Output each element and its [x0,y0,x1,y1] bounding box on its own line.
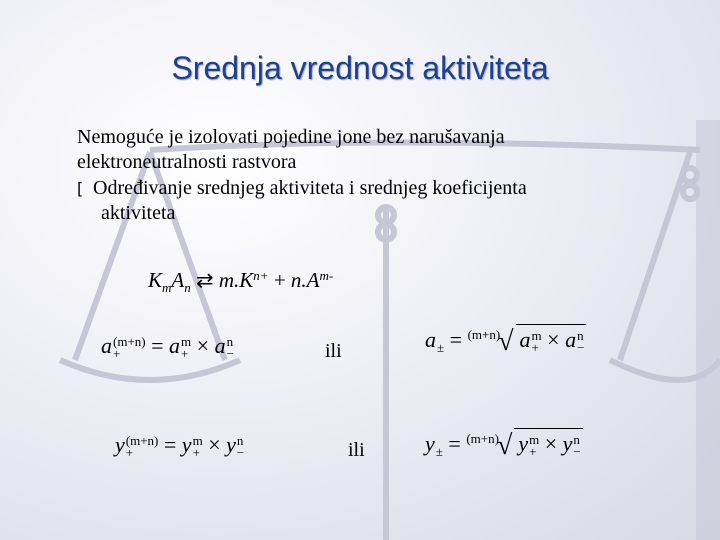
eq2-t1-sup: m [531,327,542,343]
reaction-k: K [148,268,163,292]
eq2-t2-sub: − [577,339,585,355]
eq2-root-index: (m+n) [467,327,501,342]
eq4-t2-sup: n [573,431,580,447]
activity-product-equation [101,333,234,360]
reaction-rhs2: n.A [290,268,320,292]
ili-label-1: ili [325,340,342,362]
intro-line-2: elektroneutralnosti rastvora [77,151,297,173]
eq3-times: × [208,432,221,457]
eq2-lhs-sub: ± [437,339,445,355]
eq2-t2-sup: n [577,327,584,343]
eq1-lhs-sup: (m+n) [113,333,146,349]
eq3-t1-sup: m [192,432,203,448]
eq4-t2-sub: − [573,443,581,459]
eq4-t2: y [562,431,573,456]
eq4-times: × [544,431,558,456]
slide-title: Srednja vrednost aktiviteta [171,50,549,86]
eq3-equals: = [163,432,177,457]
eq1-lhs: a [101,333,112,358]
eq4-t1-sub: + [529,443,537,459]
reaction-plus: + [273,268,286,292]
eq4-lhs-sub: ± [435,443,443,459]
equilibrium-arrow-icon: ⇄ [195,268,214,292]
eq4-t1: y [518,431,529,456]
eq3-t1-sub: + [192,444,200,460]
mean-coefficient-equation [425,430,583,462]
dissociation-reaction [148,268,333,296]
eq2-t1: a [519,327,531,352]
eq4-lhs: y [425,431,435,456]
reaction-rhs1: m.K [218,268,254,292]
reaction-a: A [171,268,185,292]
reaction-rhs1-sup: n+ [253,268,269,283]
eq4-t1-sup: m [529,431,540,447]
eq2-lhs: a [425,327,436,352]
eq3-t2-sup: n [236,432,244,448]
radical-icon: √ [496,430,513,461]
eq4-equals: = [448,431,461,456]
eq1-lhs-sub: + [113,345,121,361]
reaction-rhs2-sup: m- [319,268,334,283]
eq2-times: × [547,327,560,352]
eq1-t2: a [214,333,226,358]
intro-paragraph [77,125,637,175]
ili-label-2: ili [348,439,365,461]
eq3-t2-sub: − [236,444,245,460]
eq2-t1-sub: + [531,339,539,355]
eq3-lhs: y [115,432,125,457]
eq3-t2: y [226,432,236,457]
intro-line-1: Nemoguće je izolovati pojedine jone bez narušavanja [77,126,505,148]
coefficient-product-equation [115,432,244,459]
eq1-times: × [196,333,210,358]
radical-icon: √ [498,326,514,357]
eq1-t2-sub: − [226,345,234,361]
bullet-paragraph [77,176,637,226]
eq3-t1: y [181,432,192,457]
eq3-lhs-sub: + [125,444,134,460]
eq1-t2-sup: n [226,333,234,349]
eq1-equals: = [151,333,164,358]
reaction-n-sub: n [184,280,191,295]
eq4-root-index: (m+n) [466,431,499,446]
reaction-m-sub: m [162,280,172,295]
eq1-t1-sup: m [181,333,192,349]
eq1-t1-sub: + [181,345,189,361]
bullet-line-2: aktiviteta [101,202,176,224]
bullet-line-1: Određivanje srednjeg aktiviteta i srednjeg koeficijenta [93,177,527,199]
eq2-t2: a [565,327,577,352]
eq1-t1: a [169,333,181,358]
bracket-bullet-icon: [ [77,179,84,198]
mean-activity-equation [425,326,586,358]
eq2-equals: = [449,327,463,352]
eq3-lhs-sup: (m+n) [125,432,159,448]
